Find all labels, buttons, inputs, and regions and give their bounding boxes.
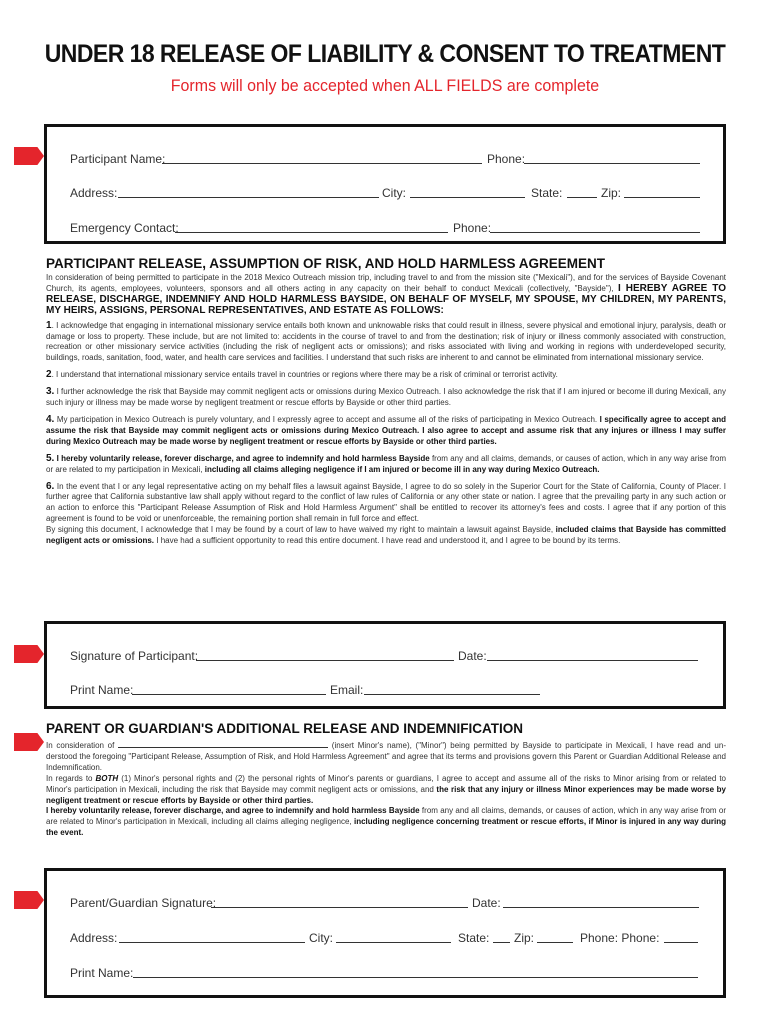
- clause-2-number: 2: [46, 369, 52, 381]
- clause-5-bold-end: including all claims alleging negligence if I am injured or become ill in any way during Mexico Outreach.: [202, 464, 600, 474]
- minor-name-field[interactable]: [118, 739, 328, 748]
- guardian-address-field[interactable]: [119, 942, 305, 943]
- guardian-city-field[interactable]: [336, 942, 451, 943]
- participant-date-label: Date:: [458, 649, 487, 663]
- clause-3-number: 3.: [46, 386, 55, 398]
- state-label: State:: [531, 186, 563, 200]
- closing-end: I have had a sufficient opportunity to read this entire document. I have read and understood it, and I agree to be bound by its terms.: [154, 536, 621, 546]
- email-label: Email:: [330, 683, 364, 697]
- address-label: Address:: [70, 186, 118, 200]
- print-name-field[interactable]: [132, 694, 326, 695]
- participant-name-label: Participant Name:: [70, 152, 166, 166]
- guardian-address-label: Address:: [70, 931, 118, 945]
- clause-5-bold: I hereby voluntarily release, forever discharge, and agree to indemnify and hold harmless Bayside: [54, 453, 430, 463]
- release-body: [46, 273, 726, 547]
- guardian-line-4-bold-end: including negligence concerning treatment or rescue efforts, if Minor is injured in any way during the event.: [46, 817, 727, 838]
- address-field[interactable]: [118, 197, 379, 198]
- guardian-both: BOTH: [95, 773, 119, 783]
- guardian-state-label: State:: [458, 931, 490, 945]
- guardian-date-label: Date:: [472, 896, 501, 910]
- email-field[interactable]: [364, 694, 540, 695]
- emergency-phone-field[interactable]: [490, 232, 700, 233]
- guardian-zip-field[interactable]: [537, 942, 573, 943]
- form-subtitle: Forms will only be accepted when ALL FIELDS are complete: [170, 76, 600, 95]
- closing-text: By signing this document, I acknowledge that I may be found by a court of law to have waived my right to maintain a lawsuit against Bayside,: [46, 525, 554, 535]
- guardian-state-field[interactable]: [493, 942, 510, 943]
- release-intro: In consideration of being permitted to participate in the 2018 Mexico Outreach mission trip, including travel to and from the mission site ("Mexicali"), and for the services of Bayside Covenant Church, its agents, employees, volunteers, sponsors and all others acting in any capacity on their behalf to conduct Mexicali (collectively, "Bayside"),: [46, 273, 726, 293]
- participant-phone-field[interactable]: [524, 163, 700, 164]
- guardian-line-1-end: (insert Minor's name), ("Minor") being permitted by Bayside to participate in Mexicali, I have read and un-: [331, 741, 726, 750]
- clause-5-number: 5.: [46, 452, 55, 464]
- emergency-contact-field[interactable]: [175, 232, 448, 233]
- clause-4-text: My participation in Mexico Outreach is purely voluntary, and I expressly agree to accept and assume all of the risks of participating in Mexico Outreach.: [54, 414, 598, 424]
- guardian-title: PARENT OR GUARDIAN'S ADDITIONAL RELEASE AND INDEMNIFICATION: [46, 721, 523, 736]
- signature-marker: [14, 645, 44, 663]
- guardian-phone-field[interactable]: [664, 942, 698, 943]
- guardian-box-marker: [14, 891, 44, 909]
- guardian-line-3-start: In regards to: [46, 773, 93, 783]
- participant-phone-label: Phone:: [487, 152, 526, 166]
- city-label: City:: [382, 186, 406, 200]
- guardian-line-3-bold: the risk that any injury or illness Minor experiences may be made worse by negligent treatment or rescue efforts by Bayside or other third parties.: [46, 784, 726, 805]
- clause-3-text: I further acknowledge the risk that Bayside may commit negligent acts or omissions during Mexico Outreach. I also acknowledge the risk that if I am injured or become ill during Mexicali, any such injury or illness may be made worse by negligent treatment or rescue efforts by Bayside or other third parties.: [46, 387, 726, 408]
- participant-date-field[interactable]: [487, 660, 698, 661]
- guardian-line-2: derstood the foregoing "Participant Release, Assumption of Risk, and Hold Harmless Agreement" and agree that its terms and provisions govern this Parent or Guardian Additional Release and Indemnification.: [46, 751, 726, 772]
- guardian-signature-field[interactable]: [211, 907, 468, 908]
- form-title: UNDER 18 RELEASE OF LIABILITY & CONSENT TO TREATMENT: [44, 40, 726, 68]
- clause-1-text: . I acknowledge that engaging in international missionary service entails both known and unknowable risks that could result in illness, severe physical and emotional injury, paralysis, death or damage or loss to property. These include, but are not limited to: accidents in the course of travel to and from the destination; risk of injury or illness commonly associated with construction, recreation or other missionary service activities (including the risk of negligent acts or omissions); and risks associated with living and working in regions with underdeveloped security, buildings, roads, sanitation, food, water, and health care services and facilities. I understand that such risks are inherent to and cannot be eliminated from international missionary service.: [46, 320, 726, 363]
- participant-signature-label: Signature of Participant:: [70, 649, 199, 663]
- guardian-line-4-text: from any and all claims, demands, or causes of action, which in any way arise from or are related to Minor's participation in Mexicali, including all claims alleging negligence,: [46, 806, 726, 827]
- emergency-contact-label: Emergency Contact:: [70, 221, 179, 235]
- clause-6-number: 6.: [46, 480, 55, 492]
- participant-marker: [14, 147, 44, 165]
- participant-signature-field[interactable]: [196, 660, 454, 661]
- zip-field[interactable]: [624, 197, 700, 198]
- guardian-line-1-start: In consideration of: [46, 741, 115, 750]
- release-title: PARTICIPANT RELEASE, ASSUMPTION OF RISK, AND HOLD HARMLESS AGREEMENT: [46, 256, 606, 271]
- participant-signature-box: [44, 621, 726, 709]
- guardian-body: [46, 739, 726, 839]
- guardian-zip-label: Zip:: [514, 931, 535, 945]
- guardian-marker: [14, 733, 44, 751]
- zip-label: Zip:: [601, 186, 622, 200]
- guardian-date-field[interactable]: [503, 907, 699, 908]
- emergency-phone-label: Phone:: [453, 221, 492, 235]
- participant-name-field[interactable]: [162, 163, 482, 164]
- clause-5-text: from any and all claims, demands, or causes of action, which in any way arise from or are related to my participation in Mexicali,: [46, 453, 726, 474]
- closing-bold: included claims that Bayside has committed negligent acts or omissions.: [46, 525, 726, 546]
- clause-4-bold: I specifically agree to accept and assume the risk that Bayside may commit negligent acts or omissions during Mexico Outreach. I also agree to accept and assume risk that any injures or illness I may suffer during Mexico Outreach may be made worse by negligent treatment or rescue efforts by Bayside or other third parties.: [46, 414, 726, 446]
- clause-6-text: In the event that I or any legal representative acting on my behalf files a lawsuit against Bayside, I agree to do so solely in the Superior Court for the State of California, County of Placer. I further agree that California substantive law shall apply without regard to the conflict of law rules of California or any other state or nation. I agree that the prevailing party in any such action or an action to enforce this "Participant Release Assumption of Risk and Hold Harmless Argument" shall be entitled to recover its attorney's fees and costs. I agree that if any portion of this agreement is found to be void or unenforceable, the remaining portion shall remain in full force and effect.: [46, 481, 726, 524]
- release-intro-caps: I HEREBY AGREE TO RELEASE, DISCHARGE, INDEMNIFY AND HOLD HARMLESS BAYSIDE, ON BEHALF OF MYSELF, MY SPOUSE, MY CHILDREN, MY PARENTS, MY HEIRS, ASSIGNS, PERSONAL REPRESENTATIVES, AND ESTATE AS FOLLOWS:: [46, 282, 726, 316]
- clause-4-number: 4.: [46, 413, 55, 425]
- print-name-label: Print Name:: [70, 683, 134, 697]
- guardian-phone-label: Phone: Phone:: [580, 931, 660, 945]
- guardian-line-3-text: (1) Minor's personal rights and (2) the personal rights of Minor's parents or guardians, I agree to accept and assume all of the risks to Minor arising from or related to Minor's participation in Mexicali, including the risk that Bayside may commit negligent acts or omissions, and: [46, 773, 726, 794]
- guardian-line-4-bold: I hereby voluntarily release, forever discharge, and agree to indemnify and hold harmless Bayside: [46, 806, 420, 816]
- city-field[interactable]: [410, 197, 525, 198]
- clause-1-number: 1: [46, 319, 52, 331]
- guardian-city-label: City:: [309, 931, 333, 945]
- guardian-print-label: Print Name:: [70, 966, 134, 980]
- clause-2-text: . I understand that international missionary service entails travel in countries or regions where there may be a risk of criminal or terrorist activity.: [51, 370, 558, 380]
- guardian-signature-label: Parent/Guardian Signature:: [70, 896, 217, 910]
- guardian-print-field[interactable]: [133, 977, 698, 978]
- state-field[interactable]: [567, 197, 597, 198]
